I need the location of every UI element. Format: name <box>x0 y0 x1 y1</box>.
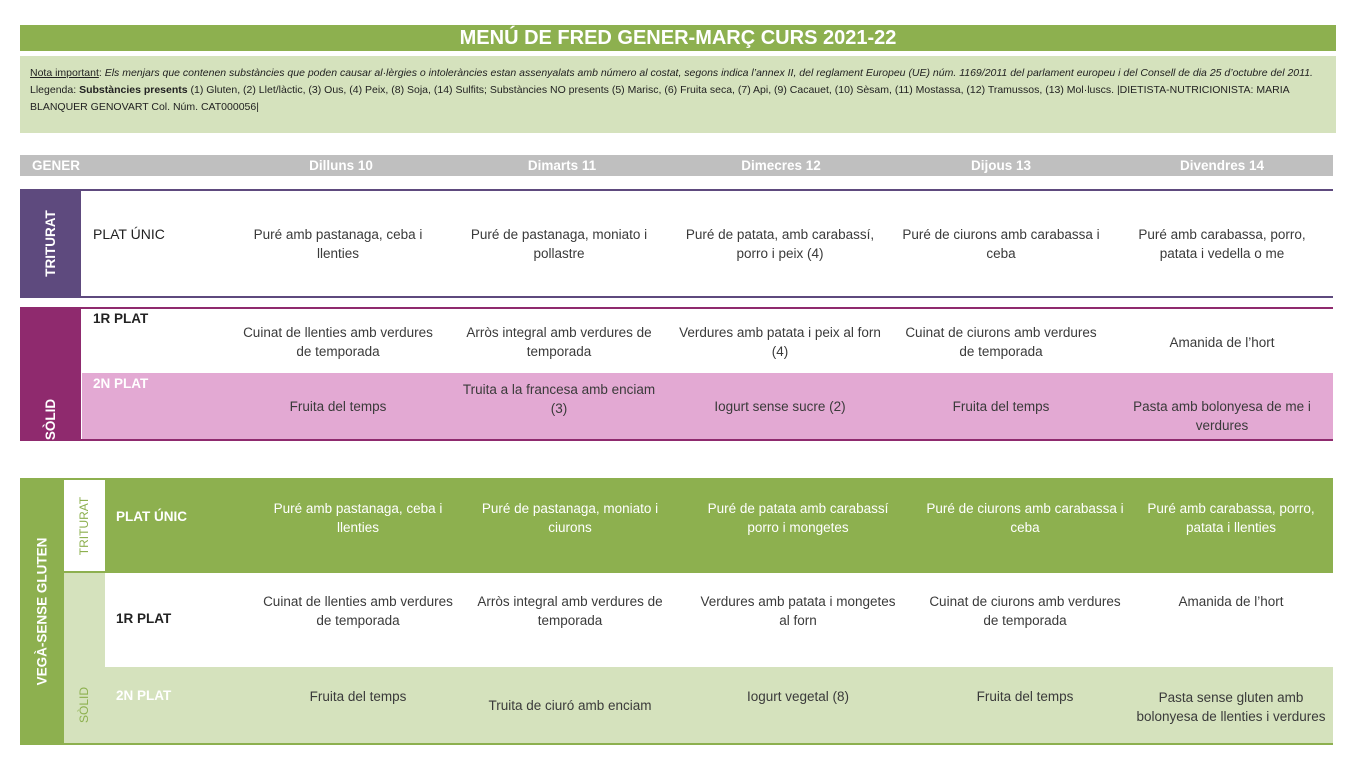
solid-row2-label: 2N PLAT <box>93 376 149 391</box>
triturat-cell-friday: Puré amb carabassa, porro, patata i vedella o me <box>1138 226 1306 261</box>
vegan-row1-tuesday: Arròs integral amb verdures de temporada <box>477 593 663 628</box>
triturat-cell-monday: Puré amb pastanaga, ceba i llenties <box>253 226 423 261</box>
solid-row1-thursday: Cuinat de ciurons amb verdures de temporada <box>905 325 1097 359</box>
solid-row1-label: 1R PLAT <box>93 311 149 326</box>
vegan-plat-unic-friday: Puré amb carabassa, porro, patata i llenties <box>1147 500 1315 535</box>
solid-top-rule <box>20 307 1333 309</box>
triturat-row-label: PLAT ÚNIC <box>93 226 165 242</box>
note-label: Nota important <box>30 67 99 79</box>
solid-row1-monday: Cuinat de llenties amb verdures de temporada <box>243 325 433 359</box>
vegan-row2-friday: Pasta sense gluten amb bolonyesa de llenties i verdures <box>1136 689 1326 724</box>
triturat-bottom-rule <box>20 296 1333 298</box>
solid-row2-friday: Pasta amb bolonyesa de me i verdures <box>1133 399 1311 433</box>
triturat-cell-tuesday: Puré de pastanaga, moniato i pollastre <box>470 226 648 261</box>
vegan-solid-label: SÒLID <box>64 667 105 743</box>
solid-row2-tuesday: Truita a la francesa amb enciam (3) <box>462 382 656 416</box>
day-tuesday: Dimarts 11 <box>527 158 597 173</box>
vegan-plat-unic-label: PLAT ÚNIC <box>116 509 187 524</box>
day-wednesday: Dimecres 12 <box>741 158 821 173</box>
vegan-plat-unic-wednesday: Puré de patata amb carabassí porro i mongetes <box>707 500 889 535</box>
legend-prefix: Llegenda: <box>30 84 77 96</box>
vegan-row1-thursday: Cuinat de ciurons amb verdures de temporada <box>929 593 1121 628</box>
solid-row2-monday: Fruita del temps <box>289 398 387 414</box>
day-friday: Divendres 14 <box>1179 158 1265 173</box>
vegan-row1-monday: Cuinat de llenties amb verdures de temporada <box>263 593 453 628</box>
day-monday: Dilluns 10 <box>309 158 373 173</box>
triturat-cell-wednesday: Puré de patata, amb carabassí, porro i peix (4) <box>685 226 875 261</box>
vegan-row2-thursday: Fruita del temps <box>976 688 1074 704</box>
triturat-cell-thursday: Puré de ciurons amb carabassa i ceba <box>902 226 1100 261</box>
triturat-label: TRITURAT <box>20 191 81 296</box>
vegan-row2-wednesday: Iogurt vegetal (8) <box>746 688 850 704</box>
allergen-note: Nota important: Els menjars que contenen substàncies que poden causar al·lèrgies o intoleràncies estan assenyalats amb número al costat, segons indica l’annex II, del reglament Europeu (UE) núm. 1169/2011 del parlament europeu i del Consell de dia 25 d’octubre del 2011. Llegenda: Substàncies presents (1) Gluten, (2) Llet/làctic, (3) Ous, (4) Peix, (8) Soja, (14) Sulfits; Substàncies NO presents (5) Marisc, (6) Fruita seca, (7) Api, (9) Cacauet, (10) Sèsam, (11) Mostassa, (12) Tramussos, (13) Mol·luscs. |DIETISTA-NUTRICIONISTA: MARIA BLANQUER GENOVART Col. Núm. CAT000056| <box>20 56 1336 133</box>
solid-row2-wednesday: Iogurt sense sucre (2) <box>714 398 846 414</box>
vegan-plat-unic-tuesday: Puré de pastanaga, moniato i ciurons <box>481 500 659 535</box>
menu-title: MENÚ DE FRED GENER-MARÇ CURS 2021-22 <box>20 25 1336 51</box>
solid-row2-thursday: Fruita del temps <box>952 398 1050 414</box>
solid-row1-friday: Amanida de l’hort <box>1169 334 1275 350</box>
month-label: GENER <box>31 158 80 173</box>
vegan-plat-unic-thursday: Puré de ciurons amb carabassa i ceba <box>926 500 1124 535</box>
present-label: Substàncies presents <box>79 84 188 96</box>
solid-row1-tuesday: Arròs integral amb verdures de temporada <box>466 325 652 359</box>
note-italic: Els menjars que contenen substàncies que poden causar al·lèrgies o intoleràncies estan assenyalats amb número al costat, segons indica l’annex II, del reglament Europeu (UE) núm. 1169/2011 del parlament europeu i del Consell de dia 25 d’octubre del 2011. <box>104 67 1313 79</box>
note-rest: (1) Gluten, (2) Llet/làctic, (3) Ous, (4) Peix, (8) Soja, (14) Sulfits; Substàncies NO presents (5) Marisc, (6) Fruita seca, (7) Api, (9) Cacauet, (10) Sèsam, (11) Mostassa, (12) Tramussos, (13) Mol·luscs. |DIETISTA-NUTRICIONISTA: MARIA BLANQUER GENOVART Col. Núm. CAT000056| <box>30 84 1290 113</box>
vegan-row1-friday: Amanida de l’hort <box>1178 593 1284 609</box>
solid-row1-wednesday: Verdures amb patata i peix al forn (4) <box>679 325 881 359</box>
solid-label: SÒLID <box>20 309 81 439</box>
vegan-plat-unic-monday: Puré amb pastanaga, ceba i llenties <box>273 500 443 535</box>
vegan-solid-spacer <box>64 573 105 667</box>
day-thursday: Dijous 13 <box>970 158 1032 173</box>
vegan-triturat-label: TRITURAT <box>64 480 105 571</box>
vegan-row2-tuesday: Truita de ciuró amb enciam <box>488 697 652 713</box>
vegan-row1-wednesday: Verdures amb patata i mongetes al forn <box>700 593 896 628</box>
vegan-bottom-rule <box>20 743 1333 745</box>
day-header <box>20 155 1333 176</box>
vegan-label: VEGÀ-SENSE GLUTEN <box>20 478 64 745</box>
vegan-row2-label: 2N PLAT <box>116 688 172 703</box>
vegan-row1-label: 1R PLAT <box>116 611 172 626</box>
vegan-row2-monday: Fruita del temps <box>309 688 407 704</box>
